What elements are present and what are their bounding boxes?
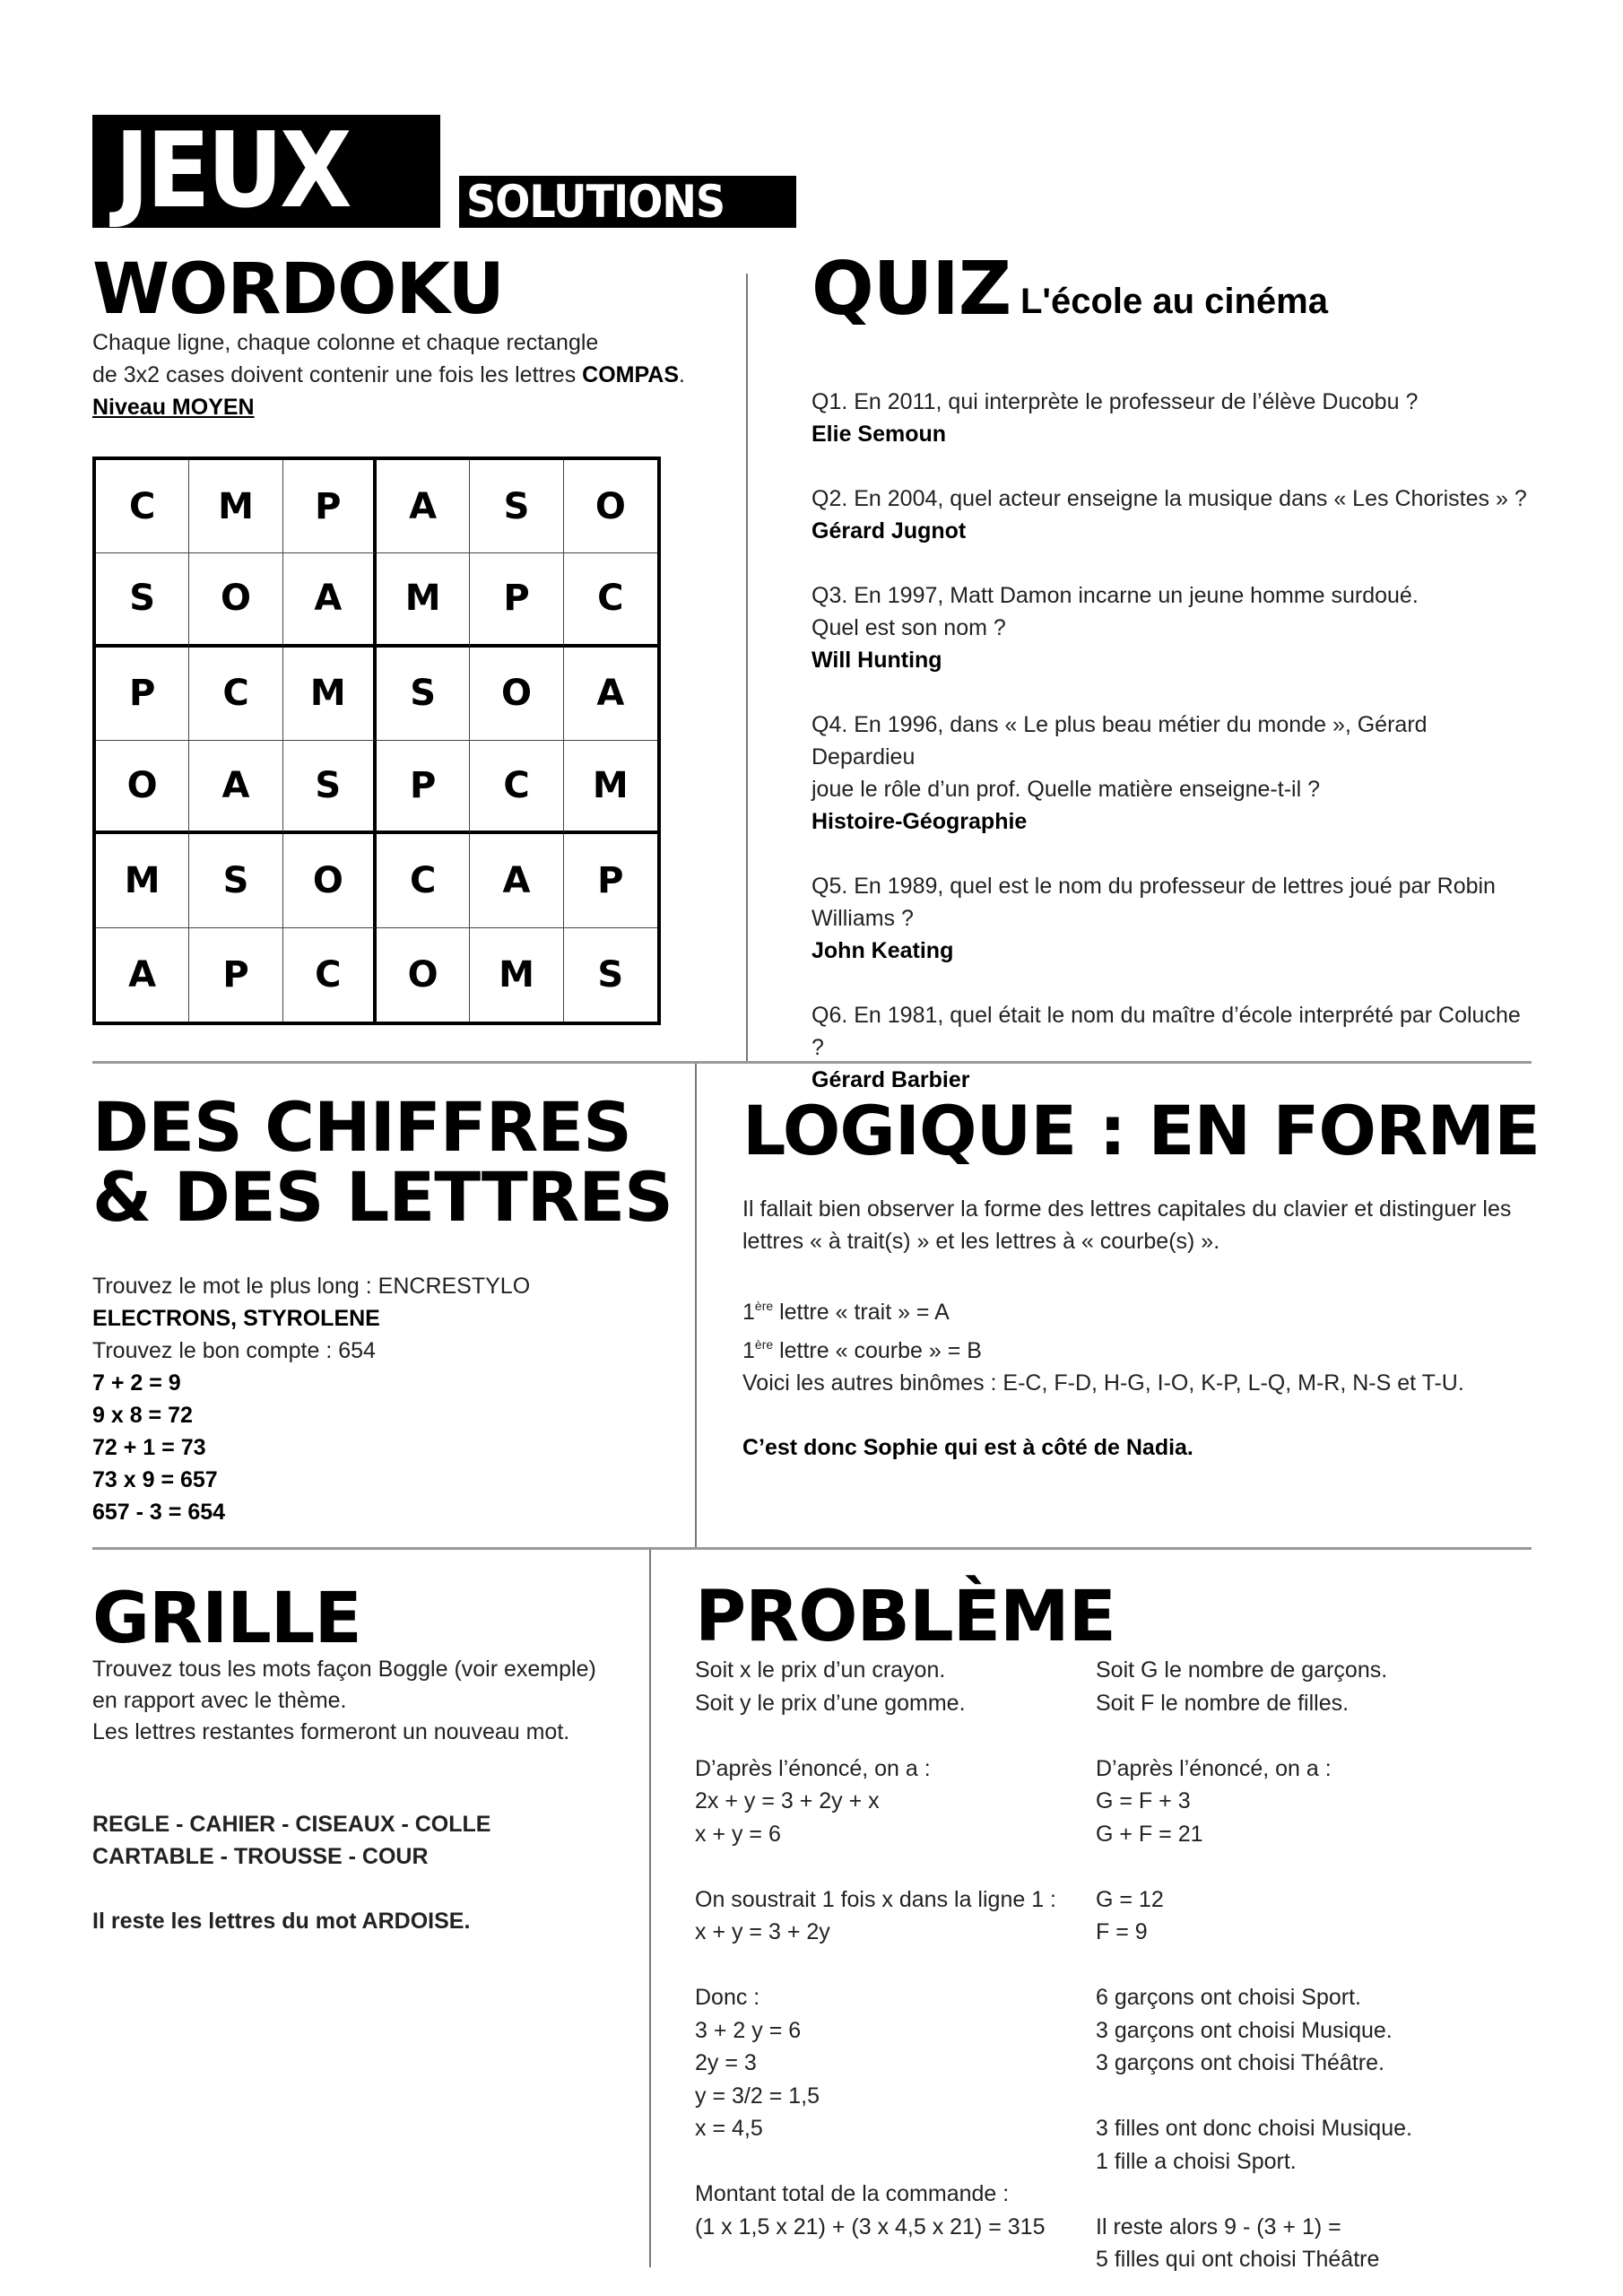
quiz-item [812,709,1529,838]
grille-desc-line: en rapport avec le thème. [92,1688,347,1713]
quiz-answer: Elie Semoun [812,422,947,447]
probleme-line: y = 3/2 = 1,5 [695,2083,820,2109]
quiz-item [812,483,1529,547]
probleme-line: x + y = 3 + 2y [695,1919,830,1944]
quiz-answer: Gérard Barbier [812,1067,970,1092]
compte-step: 9 x 8 = 72 [92,1403,193,1428]
probleme-line: 2y = 3 [695,2050,757,2075]
wordoku-cell: M [564,741,657,834]
wordoku-cell: P [96,648,189,741]
quiz-question-line: Q1. En 2011, qui interprète le professeur de l’élève Ducobu ? [812,389,1419,414]
quiz-title: QUIZ [812,247,1011,332]
probleme-line: Montant total de la commande : [695,2181,1010,2206]
wordoku-cell: A [470,834,563,927]
probleme-line [1096,1719,1526,1752]
divider-vertical-bottom [649,1550,651,2267]
wordoku-cell: S [283,741,377,834]
quiz-item [812,386,1529,450]
compte-step: 7 + 2 = 9 [92,1370,181,1396]
quiz-question-line: joue le rôle d’un prof. Quelle matière enseigne-t-il ? [812,777,1320,802]
probleme-line: F = 9 [1096,1919,1148,1944]
probleme-line [1096,1949,1526,1982]
logique-conclusion: C’est donc Sophie qui est à côté de Nadia. [742,1435,1193,1460]
quiz-item [812,579,1529,676]
wordoku-cell: O [283,834,377,927]
quiz-answer: Gérard Jugnot [812,518,967,544]
quiz-question-line: Q2. En 2004, quel acteur enseigne la musique dans « Les Choristes » ? [812,486,1527,511]
wordoku-cell: O [564,460,657,553]
grille-description [92,1654,630,1748]
mot-answer: ELECTRONS, STYROLENE [92,1306,380,1331]
grille-words-line2: CARTABLE - TROUSSE - COUR [92,1844,429,1869]
quiz-answer: Histoire-Géographie [812,809,1028,834]
chiffres-title-line2: & DES LETTRES [92,1157,673,1237]
probleme-line [1096,1850,1526,1883]
probleme-line: x = 4,5 [695,2116,763,2141]
wordoku-cell: S [597,953,624,996]
quiz-item [812,999,1529,1096]
wordoku-cell: C [470,741,563,834]
wordoku-description [92,326,720,423]
wordoku-cell: M [283,648,377,741]
probleme-line [1096,2080,1526,2113]
wordoku-cell: O [377,928,470,1022]
probleme-line: Donc : [695,1985,760,2010]
compte-step: 72 + 1 = 73 [92,1435,206,1460]
quiz-list [812,386,1529,1128]
divider-horizontal-2 [92,1547,1532,1550]
wordoku-cell: C [283,928,377,1022]
grille-title: GRILLE [92,1578,361,1659]
wordoku-cell: P [377,741,470,834]
wordoku-cell: A [564,648,657,741]
wordoku-cell: C [377,834,470,927]
wordoku-desc-line1: Chaque ligne, chaque colonne et chaque rectangle [92,330,599,355]
compte-steps [92,1367,675,1528]
wordoku-cell: S [189,834,282,927]
logique-title: LOGIQUE : EN FORME [742,1091,1541,1170]
quiz-answer: John Keating [812,938,954,963]
grille-result: Il reste les lettres du mot ARDOISE. [92,1909,471,1934]
wordoku-cell: A [189,741,282,834]
probleme-line: Soit F le nombre de filles. [1096,1690,1350,1716]
divider-vertical-middle [695,1064,697,1548]
wordoku-cell: M [377,553,470,647]
wordoku-title: WORDOKU [92,249,504,330]
probleme-line: 5 filles qui ont choisi Théâtre [1096,2247,1380,2272]
chiffres-title [92,1087,673,1237]
quiz-subtitle: L'école au cinéma [1020,282,1328,321]
probleme-line: Soit y le prix d’une gomme. [695,1690,966,1716]
compte-step: 73 x 9 = 657 [92,1467,218,1492]
probleme-line: 3 + 2 y = 6 [695,2017,802,2043]
wordoku-cell: C [189,648,282,741]
probleme-line: D’après l’énoncé, on a : [1096,1755,1332,1781]
probleme-line: 1 fille a choisi Sport. [1096,2148,1297,2174]
quiz-question-line: Q6. En 1981, quel était le nom du maître d’école interprété par Coluche ? [812,1003,1521,1060]
chiffres-body [92,1270,675,1528]
wordoku-cell: P [189,928,282,1022]
probleme-column-2 [1096,1654,1526,2276]
probleme-column-1 [695,1654,1089,2243]
probleme-line: Il reste alors 9 - (3 + 1) = [1096,2213,1341,2239]
wordoku-cell: A [283,553,377,647]
wordoku-cell: C [96,460,189,553]
probleme-line [695,1719,1089,1752]
probleme-line: G = F + 3 [1096,1788,1191,1813]
quiz-question-line: Williams ? [812,906,914,931]
compte-prompt: Trouvez le bon compte : 654 [92,1338,376,1363]
probleme-line: Soit x le prix d’un crayon. [695,1657,946,1683]
binomes: Voici les autres binômes : E-C, F-D, H-G, I-O, K-P, L-Q, M-R, N-S et T-U. [742,1370,1464,1396]
probleme-line: 6 garçons ont choisi Sport. [1096,1985,1361,2010]
wordoku-cell: P [283,460,377,553]
wordoku-desc-line2: de 3x2 cases doivent contenir une fois les lettres COMPAS. [92,362,685,387]
wordoku-cell: S [96,553,189,647]
header-title: JEUX [115,110,350,231]
mot-prompt: Trouvez le mot le plus long : ENCRESTYLO [92,1274,531,1299]
chiffres-title-line1: DES CHIFFRES [92,1087,631,1167]
compte-step: 657 - 3 = 654 [92,1500,226,1525]
quiz-item [812,870,1529,967]
probleme-line: On soustrait 1 fois x dans la ligne 1 : [695,1886,1056,1912]
first-trait: 1ère lettre « trait » = A [742,1299,950,1325]
probleme-line [695,1949,1089,1982]
divider-vertical-top [746,274,748,1063]
grille-words-line1: REGLE - CAHIER - CISEAUX - COLLE [92,1812,491,1837]
quiz-answer: Will Hunting [812,648,942,673]
header-subtitle: SOLUTIONS [466,176,725,228]
quiz-question-line: Quel est son nom ? [812,615,1006,640]
quiz-question-line: Q3. En 1997, Matt Damon incarne un jeune homme surdoué. [812,583,1419,608]
logique-intro-line2: lettres « à trait(s) » et les lettres à « courbe(s) ». [742,1229,1220,1254]
probleme-line: 3 garçons ont choisi Musique. [1096,2017,1393,2043]
probleme-line: D’après l’énoncé, on a : [695,1755,931,1781]
logique-intro-line1: Il fallait bien observer la forme des lettres capitales du clavier et distinguer les [742,1196,1512,1222]
quiz-question-line: Q5. En 1989, quel est le nom du professeur de lettres joué par Robin [812,874,1496,899]
wordoku-cell: M [189,460,282,553]
grille-desc-line: Les lettres restantes formeront un nouveau mot. [92,1719,570,1744]
wordoku-cell: P [470,553,563,647]
wordoku-cell: O [470,648,563,741]
probleme-line: (1 x 1,5 x 21) + (3 x 4,5 x 21) = 315 [695,2213,1046,2239]
wordoku-cell: A [96,928,189,1022]
wordoku-cell: A [377,460,470,553]
wordoku-letters: COMPAS [582,362,680,387]
grille-words [92,1808,630,1873]
wordoku-cell: C [564,553,657,647]
wordoku-cell: O [189,553,282,647]
wordoku-cell: M [96,834,189,927]
probleme-line: x + y = 6 [695,1821,781,1847]
wordoku-cell: S [470,460,563,553]
wordoku-cell: M [470,928,563,1022]
probleme-line: G = 12 [1096,1886,1164,1912]
wordoku-cell: O [96,741,189,834]
probleme-line: Soit G le nombre de garçons. [1096,1657,1388,1683]
grille-desc-line: Trouvez tous les mots façon Boggle (voir exemple) [92,1657,596,1682]
wordoku-grid [92,457,661,1025]
probleme-line: G + F = 21 [1096,1821,1203,1847]
probleme-title: PROBLÈME [695,1577,1115,1657]
wordoku-level: Niveau MOYEN [92,395,255,420]
probleme-line [695,1850,1089,1883]
probleme-line [695,2145,1089,2179]
probleme-line: 3 filles ont donc choisi Musique. [1096,2116,1412,2141]
logique-body [742,1193,1532,1464]
wordoku-cell: S [377,648,470,741]
probleme-line: 3 garçons ont choisi Théâtre. [1096,2050,1384,2075]
probleme-line [1096,2178,1526,2211]
quiz-question-line: Q4. En 1996, dans « Le plus beau métier du monde », Gérard Depardieu [812,712,1428,770]
wordoku-cell: P [564,834,657,927]
first-courbe: 1ère lettre « courbe » = B [742,1337,982,1363]
probleme-line: 2x + y = 3 + 2y + x [695,1788,880,1813]
